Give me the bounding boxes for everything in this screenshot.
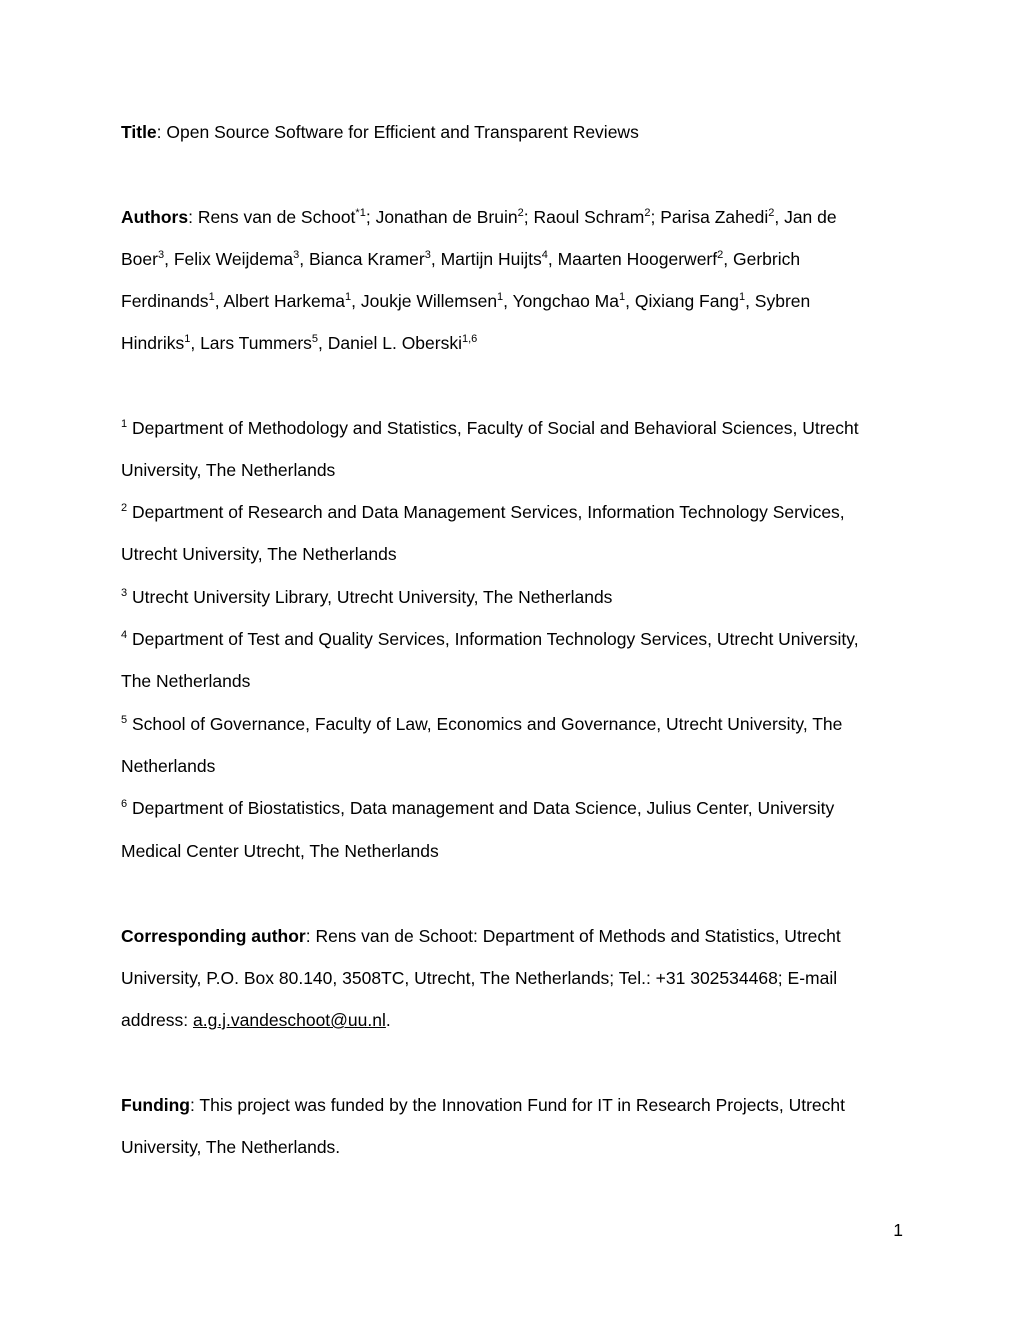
- affiliation-number: 4: [121, 629, 128, 641]
- author-name-part: Boer: [121, 249, 158, 269]
- author-mark: 3: [293, 249, 300, 261]
- authors-line-4: Hindriks$^1$, Lars Tummers$^5$, Daniel L. Oberski$^{1,6}$: [121, 333, 478, 353]
- title-text: : Open Source Software for Efficient and Transparent Reviews: [156, 122, 639, 142]
- author-mark: 4: [541, 249, 548, 261]
- title-label: Title: [121, 122, 157, 142]
- author-name: Maarten Hoogerwerf: [557, 249, 718, 269]
- author-mark: 1: [618, 291, 626, 303]
- author-name-part: Gerbrich: [732, 249, 801, 269]
- funding-line-2: University, The Netherlands.: [121, 1137, 341, 1157]
- author-name-part: Hindriks: [121, 333, 185, 353]
- author-mark: 3: [157, 249, 165, 261]
- affiliation-number: 3: [121, 587, 128, 599]
- author-name: Albert Harkema: [223, 291, 346, 311]
- author-mark: 1: [497, 291, 504, 303]
- affiliation-1-line-2: University, The Netherlands: [121, 460, 336, 480]
- corresponding-line-2: University, P.O. Box 80.140, 3508TC, Utrecht, The Netherlands; Tel.: +31 302534468; E-mail: [121, 968, 838, 988]
- authors-line-2: Boer$^3$, Felix Weijdema$^3$, Bianca Kramer$^3$, Martijn Huijts$^4$, Maarten Hoogerwerf$^2$, Gerbrich: [121, 249, 801, 269]
- affiliation-2-line-1: $^2$ Department of Research and Data Management Services, Information Technology Services,: [121, 502, 845, 522]
- author-name: Jonathan de Bruin: [375, 207, 518, 227]
- author-name: Lars Tummers: [200, 333, 312, 353]
- affiliation-4-line-1: $^4$ Department of Test and Quality Services, Information Technology Services, Utrecht University,: [121, 629, 859, 649]
- author-name-part: Jan de: [784, 207, 837, 227]
- author-name: Yongchao Ma: [512, 291, 619, 311]
- affiliation-1-line-1: $^1$ Department of Methodology and Statistics, Faculty of Social and Behavioral Sciences, Utrecht: [121, 418, 859, 438]
- page-number: 1: [893, 1220, 903, 1240]
- author-name: Rens van de Schoot: [197, 207, 356, 227]
- affiliation-5-line-2: Netherlands: [121, 756, 216, 776]
- author-mark: 5: [311, 333, 319, 345]
- affiliation-4-line-2: The Netherlands: [121, 671, 251, 691]
- corresponding-label: Corresponding author: [121, 926, 306, 946]
- author-name: Joukje Willemsen: [360, 291, 498, 311]
- author-name: Parisa Zahedi: [660, 207, 769, 227]
- affiliation-6-line-1: $^6$ Department of Biostatistics, Data management and Data Science, Julius Center, University: [121, 798, 835, 818]
- affiliation-5-line-1: $^5$ School of Governance, Faculty of Law, Economics and Governance, Utrecht University, The: [121, 714, 843, 734]
- affiliation-6-line-2: Medical Center Utrecht, The Netherlands: [121, 841, 439, 861]
- author-mark: 1: [345, 291, 352, 303]
- corresponding-line-1: Corresponding author: Rens van de Schoot: Department of Methods and Statistics, Utrecht: [121, 926, 841, 946]
- affiliation-number: 1: [121, 418, 128, 430]
- author-name: Raoul Schram: [533, 207, 645, 227]
- authors-label: Authors: [121, 207, 189, 227]
- author-name: Martijn Huijts: [440, 249, 542, 269]
- funding-line-1: Funding: This project was funded by the Innovation Fund for IT in Research Projects, Utrecht: [121, 1095, 845, 1115]
- author-name-part: Ferdinands: [121, 291, 209, 311]
- affiliation-2-line-2: Utrecht University, The Netherlands: [121, 544, 397, 564]
- email-link[interactable]: a.g.j.vandeschoot@uu.nl: [192, 1010, 386, 1030]
- title-line: [121, 121, 639, 143]
- corresponding-line-3: address: a.g.j.vandeschoot@uu.nl.: [121, 1010, 391, 1030]
- author-mark: 1: [208, 291, 215, 303]
- author-mark: 1: [738, 291, 746, 303]
- author-mark: 3: [424, 249, 431, 261]
- affiliation-number: 6: [121, 798, 128, 810]
- author-name: Bianca Kramer: [308, 249, 425, 269]
- author-mark: 2: [768, 207, 775, 219]
- author-mark: 1,6: [462, 333, 478, 345]
- authors-line-3: Ferdinands$^1$, Albert Harkema$^1$, Joukje Willemsen$^1$, Yongchao Ma$^1$, Qixiang Fang$^1$, Sybren: [121, 291, 811, 311]
- author-name: Qixiang Fang: [634, 291, 739, 311]
- author-name: Felix Weijdema: [173, 249, 294, 269]
- funding-label: Funding: [121, 1095, 191, 1115]
- author-mark: 2: [717, 249, 724, 261]
- author-mark: 2: [517, 207, 524, 219]
- author-mark: 1: [184, 333, 191, 345]
- affiliation-number: 2: [121, 502, 128, 514]
- author-name: Daniel L. Oberski: [327, 333, 462, 353]
- document-page: [121, 0, 911, 1325]
- affiliation-3-line-1: $^3$ Utrecht University Library, Utrecht University, The Netherlands: [121, 587, 613, 607]
- author-mark: 2: [644, 207, 651, 219]
- affiliation-number: 5: [121, 714, 128, 726]
- authors-line-1: Authors: Rens van de Schoot$^{*1}$; Jonathan de Bruin$^2$; Raoul Schram$^2$; Parisa Zahedi$^2$, Jan de: [121, 207, 837, 227]
- author-name-part: Sybren: [754, 291, 811, 311]
- author-mark: *1: [355, 207, 366, 219]
